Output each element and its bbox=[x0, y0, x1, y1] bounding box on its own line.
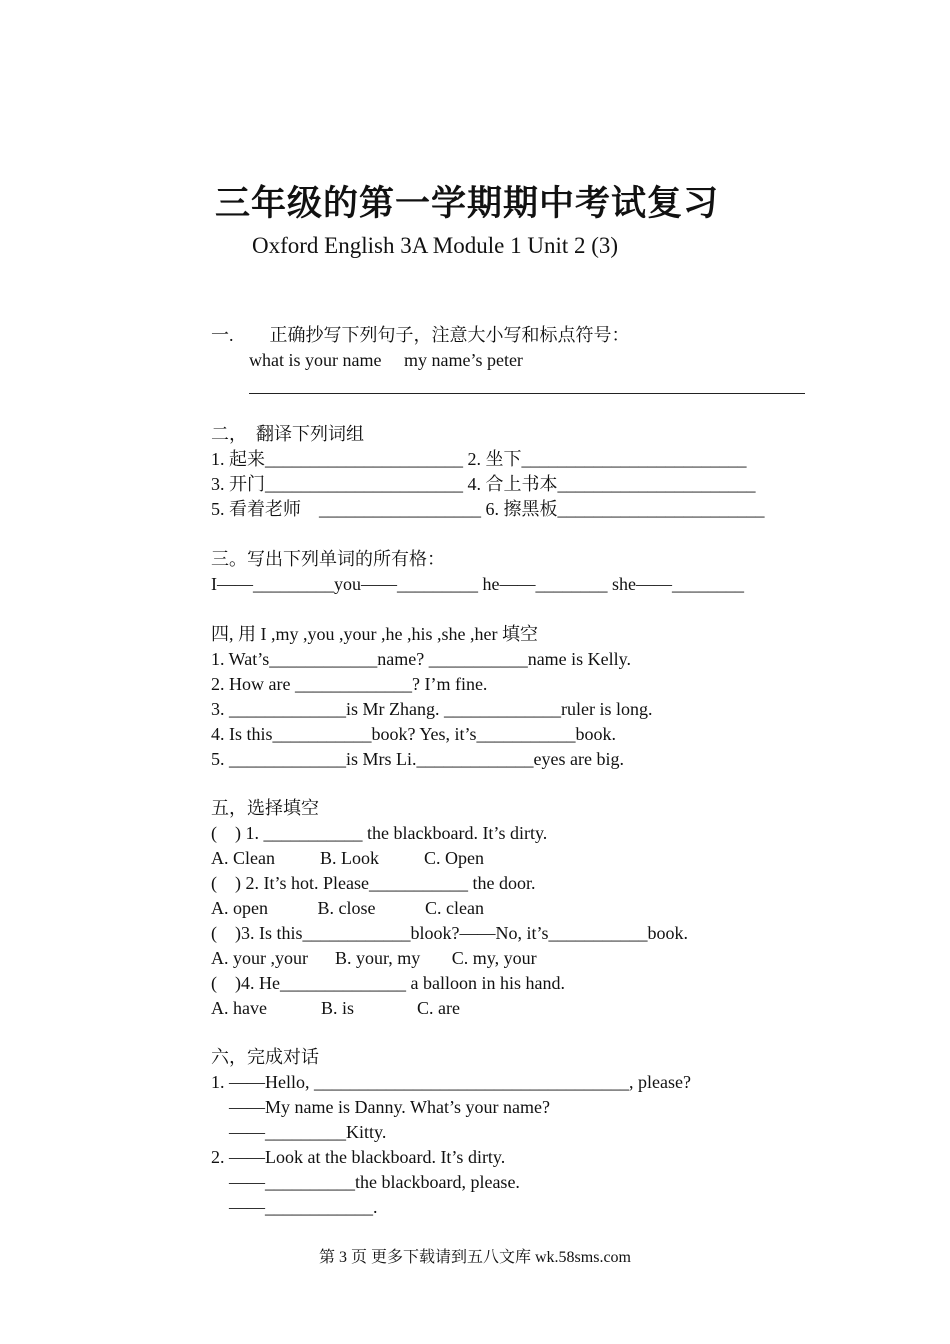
section-2-row: 3. 开门______________________ 4. 合上书本______________________ bbox=[211, 474, 756, 494]
section-4-heading: 四, 用 I ,my ,you ,your ,he ,his ,she ,her 填空 bbox=[211, 624, 538, 644]
section-6-heading: 六，完成对话 bbox=[211, 1047, 319, 1067]
section-4-item: 5. _____________is Mrs Li._____________eyes are big. bbox=[211, 749, 624, 769]
section-5-options: A. your ,your B. your, my C. my, your bbox=[211, 948, 537, 968]
section-1-sentence: what is your name my name’s peter bbox=[249, 350, 523, 370]
dialogue-line: ——__________the blackboard, please. bbox=[229, 1172, 520, 1192]
section-5-question: ( )4. He______________ a balloon in his hand. bbox=[211, 973, 565, 993]
section-4-item: 1. Wat’s____________name? ___________name is Kelly. bbox=[211, 649, 631, 669]
section-2-row: 1. 起来______________________ 2. 坐下_________________________ bbox=[211, 449, 747, 469]
page-subtitle: Oxford English 3A Module 1 Unit 2 (3) bbox=[252, 233, 619, 258]
section-1-heading: 一. 正确抄写下列句子，注意大小写和标点符号： bbox=[211, 325, 630, 345]
section-2-row: 5. 看着老师 __________________ 6. 擦黑板_______________________ bbox=[211, 499, 765, 519]
section-4-item: 4. Is this___________book? Yes, it’s___________book. bbox=[211, 724, 617, 744]
section-5-options: A. have B. is C. are bbox=[211, 998, 460, 1018]
section-4-item: 2. How are _____________? I’m fine. bbox=[211, 674, 488, 694]
section-5-options: A. Clean B. Look C. Open bbox=[211, 848, 484, 868]
section-5-heading: 五，选择填空 bbox=[211, 798, 319, 818]
page-footer: 第 3 页 更多下载请到五八文库 wk.58sms.com bbox=[318, 1249, 631, 1266]
section-4-item: 3. _____________is Mr Zhang. _____________ruler is long. bbox=[211, 699, 653, 719]
dialogue-line: 2. ——Look at the blackboard. It’s dirty. bbox=[211, 1147, 506, 1167]
page-title: 三年级的第一学期期中考试复习 bbox=[215, 184, 720, 224]
dialogue-line: 1. ——Hello, ___________________________________, please? bbox=[211, 1072, 691, 1092]
section-3-heading: 三。写出下列单词的所有格： bbox=[211, 549, 445, 569]
dialogue-line: ——My name is Danny. What’s your name? bbox=[229, 1097, 550, 1117]
section-5-question: ( )3. Is this____________blook?——No, it’s___________book. bbox=[211, 923, 688, 943]
dialogue-line: ——_________Kitty. bbox=[229, 1122, 387, 1142]
section-2-heading: 二， 翻译下列词组 bbox=[211, 424, 364, 444]
section-5-options: A. open B. close C. clean bbox=[211, 898, 484, 918]
dialogue-line: ——____________. bbox=[229, 1197, 378, 1217]
section-5-question: ( ) 2. It’s hot. Please___________ the door. bbox=[211, 873, 536, 893]
section-3-row: I——_________you——_________ he——________ she——________ bbox=[211, 574, 744, 594]
answer-line bbox=[249, 393, 805, 394]
section-5-question: ( ) 1. ___________ the blackboard. It’s dirty. bbox=[211, 823, 548, 843]
